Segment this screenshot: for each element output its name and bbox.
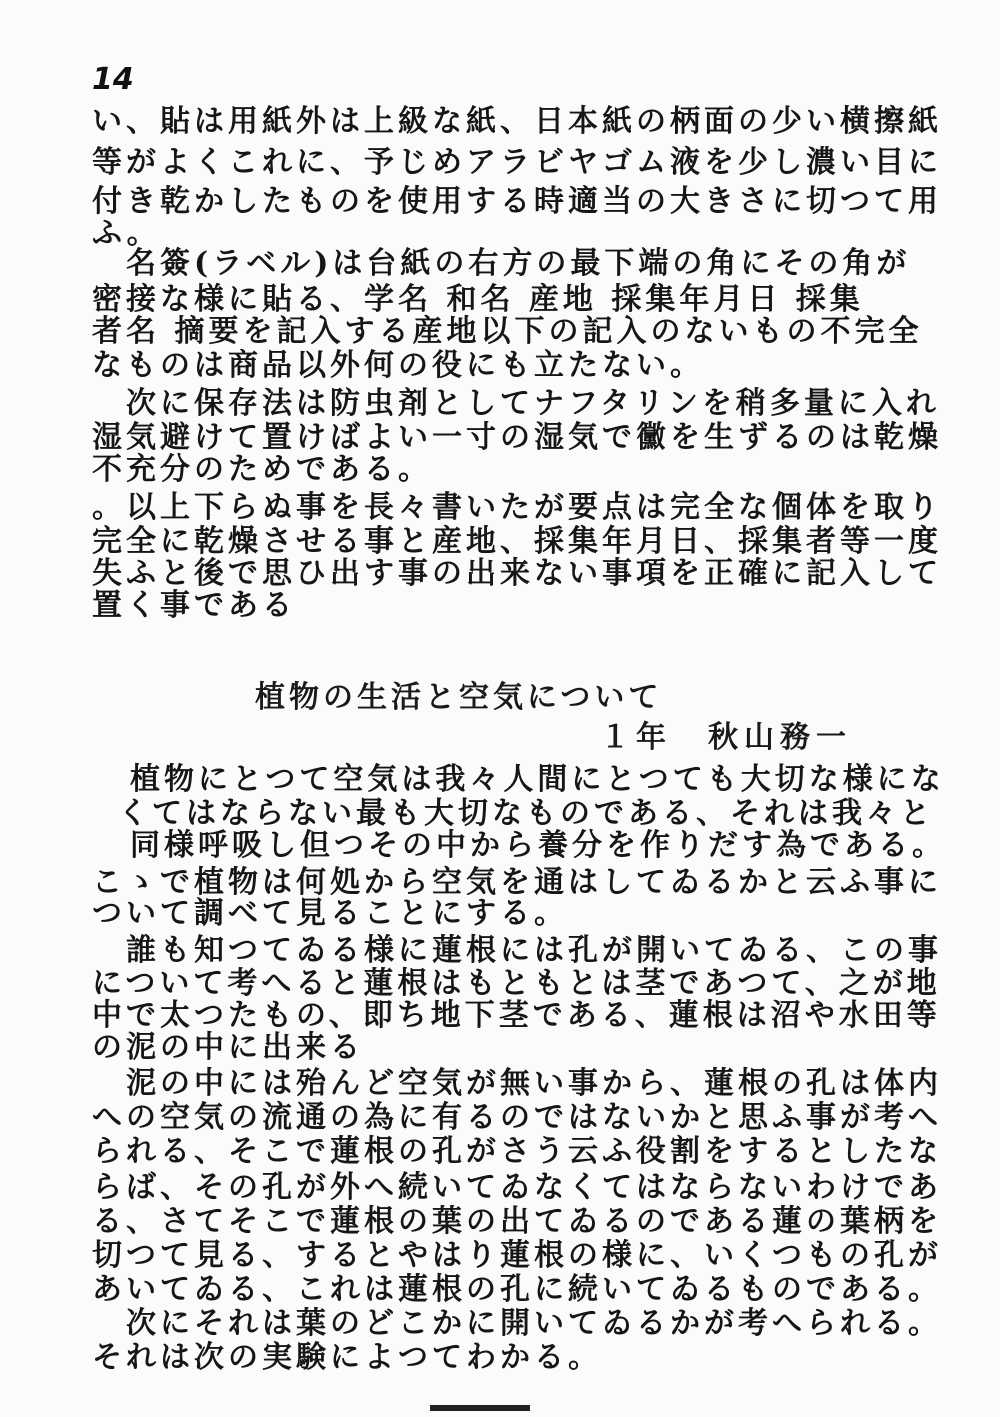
text-line: 同様呼吸し但つその中から養分を作りだす為である。 bbox=[96, 828, 946, 863]
text-line: なものは商品以外何の役にも立たない。 bbox=[92, 348, 704, 383]
page-bottom-mark bbox=[430, 1405, 530, 1411]
text-line: ふ。 bbox=[92, 216, 161, 251]
text-line: あいてゐる、これは蓮根の孔に続いてゐるものである。 bbox=[92, 1272, 942, 1307]
text-line: 泥の中には殆んど空気が無い事から、蓮根の孔は体内 bbox=[92, 1066, 942, 1101]
text-line: 置く事である bbox=[92, 588, 296, 623]
text-line: について考へると蓮根はもともとは茎であつて、之が地 bbox=[92, 966, 941, 1001]
text-line: らば、その孔が外へ続いてゐなくてはならないわけであ bbox=[92, 1170, 942, 1205]
text-line: られる、そこで蓮根の孔がさう云ふ役割をするとしたな bbox=[92, 1134, 942, 1169]
text-line: 不充分のためである。 bbox=[92, 452, 432, 487]
text-line: への空気の流通の為に有るのではないかと思ふ事が考へ bbox=[92, 1100, 942, 1135]
text-line: 密接な様に貼る、学名 和名 産地 採集年月日 採集 bbox=[92, 282, 864, 317]
text-line: 完全に乾燥させる事と産地、採集年月日、採集者等一度 bbox=[92, 524, 942, 559]
text-line: 切つて見る、するとやはり蓮根の様に、いくつもの孔が bbox=[92, 1238, 942, 1273]
author-line: １年 秋山務一 bbox=[600, 720, 852, 755]
text-line: い、貼は用紙外は上級な紙、日本紙の柄面の少い横擦紙 bbox=[92, 104, 942, 139]
text-line: の泥の中に出来る bbox=[92, 1030, 364, 1065]
section-title: 植物の生活と空気について bbox=[255, 680, 663, 715]
text-line: 湿気避けて置けばよい一寸の湿気で黴を生ずるのは乾燥 bbox=[92, 420, 942, 455]
text-line: 等がよくこれに、予じめアラビヤゴム液を少し濃い目に bbox=[92, 145, 942, 180]
text-line: 次に保存法は防虫剤としてナフタリンを稍多量に入れ bbox=[92, 386, 940, 421]
text-line: 次にそれは葉のどこかに開いてゐるかが考へられる。 bbox=[92, 1306, 942, 1341]
page-number: 14 bbox=[92, 62, 134, 97]
text-line: る、さてそこで蓮根の葉の出てゐるのである蓮の葉柄を bbox=[92, 1204, 942, 1239]
text-line: 失ふと後で思ひ出す事の出来ない事項を正確に記入して bbox=[92, 556, 942, 591]
text-line: それは次の実験によつてわかる。 bbox=[92, 1340, 602, 1375]
text-line: こゝで植物は何処から空気を通はしてゐるかと云ふ事に bbox=[92, 865, 942, 900]
text-line: 。以上下らぬ事を長々書いたが要点は完全な個体を取り bbox=[92, 490, 942, 525]
text-line: ついて調べて見ることにする。 bbox=[92, 896, 568, 931]
text-line: くてはならない最も大切なものである、それは我々と bbox=[118, 796, 934, 831]
text-line: 付き乾かしたものを使用する時適当の大きさに切つて用 bbox=[92, 184, 942, 219]
text-line: 名簽(ラベル)は台紙の右方の最下端の角にその角が bbox=[92, 246, 911, 281]
text-line: 植物にとつて空気は我々人間にとつても大切な様にな bbox=[96, 762, 945, 797]
text-line: 者名 摘要を記入する産地以下の記入のないもの不完全 bbox=[92, 314, 923, 349]
text-line: 誰も知つてゐる様に蓮根には孔が開いてゐる、この事 bbox=[92, 933, 942, 968]
text-line: 中で太つたもの、即ち地下茎である、蓮根は沼や水田等 bbox=[92, 998, 941, 1033]
